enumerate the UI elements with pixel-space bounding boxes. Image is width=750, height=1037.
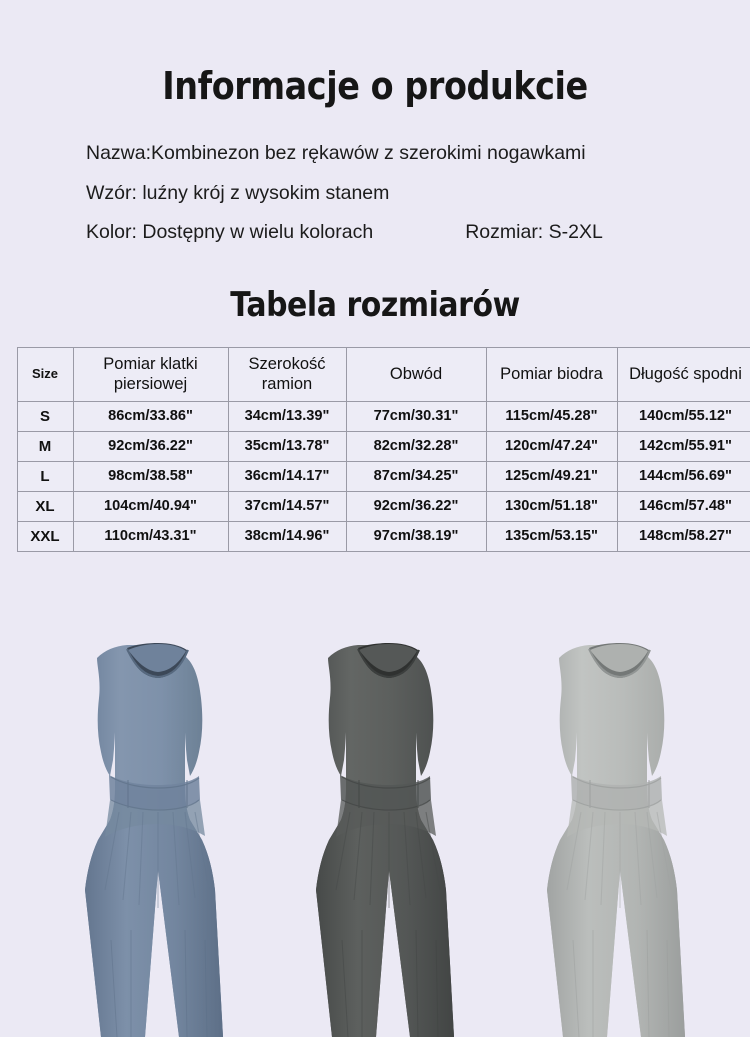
cell-shoulder: 34cm/13.39": [228, 401, 346, 431]
column-header-shoulder: Szerokość ramion: [228, 347, 346, 401]
cell-waist: 92cm/36.22": [346, 491, 486, 521]
cell-waist: 97cm/38.19": [346, 521, 486, 551]
product-image-jumpsuit-charcoal: [258, 640, 488, 1037]
column-header-size: Size: [17, 347, 73, 401]
product-specs: [0, 144, 750, 243]
garment-shape-charcoal: [316, 643, 454, 1037]
cell-hip: 115cm/45.28": [486, 401, 617, 431]
cell-size: XL: [17, 491, 73, 521]
cell-length: 142cm/55.91": [617, 431, 750, 461]
product-gallery: [0, 640, 750, 1037]
spec-name: Nazwa:Kombinezon bez rękawów z szerokimi nogawkami: [86, 142, 586, 164]
cell-hip: 135cm/53.15": [486, 521, 617, 551]
spec-pattern: Wzór: luźny krój z wysokim stanem: [86, 181, 390, 204]
cell-size: S: [17, 401, 73, 431]
cell-waist: 87cm/34.25": [346, 461, 486, 491]
garment-shape-blue: [85, 643, 223, 1037]
cell-length: 144cm/56.69": [617, 461, 750, 491]
cell-size: M: [17, 431, 73, 461]
garment-shape-light-gray: [547, 643, 685, 1037]
cell-length: 148cm/58.27": [617, 521, 750, 551]
product-image-jumpsuit-blue: [27, 640, 257, 1037]
spec-size-range: Rozmiar: S-2XL: [465, 221, 603, 243]
size-table-wrapper: [17, 347, 742, 552]
table-header-row: [17, 347, 750, 401]
spec-color: Kolor: Dostępny w wielu kolorach: [86, 221, 374, 243]
cell-hip: 120cm/47.24": [486, 431, 617, 461]
cell-waist: 77cm/30.31": [346, 401, 486, 431]
cell-size: L: [17, 461, 73, 491]
cell-hip: 125cm/49.21": [486, 461, 617, 491]
cell-waist: 82cm/32.28": [346, 431, 486, 461]
cell-chest: 110cm/43.31": [73, 521, 228, 551]
cell-shoulder: 37cm/14.57": [228, 491, 346, 521]
cell-hip: 130cm/51.18": [486, 491, 617, 521]
table-row: [17, 521, 750, 551]
table-row: [17, 431, 750, 461]
table-row: [17, 491, 750, 521]
page-title: Informacje o produkcie: [162, 64, 588, 108]
column-header-chest: Pomiar klatki piersiowej: [73, 347, 228, 401]
cell-chest: 104cm/40.94": [73, 491, 228, 521]
cell-size: XXL: [17, 521, 73, 551]
size-table: [17, 347, 750, 552]
spec-color-size-row: [86, 223, 690, 243]
cell-shoulder: 38cm/14.96": [228, 521, 346, 551]
cell-chest: 98cm/38.58": [73, 461, 228, 491]
table-row: [17, 401, 750, 431]
table-row: [17, 461, 750, 491]
cell-chest: 86cm/33.86": [73, 401, 228, 431]
size-chart-title: Tabela rozmiarów: [230, 284, 520, 325]
column-header-waist: Obwód: [346, 347, 486, 401]
product-image-jumpsuit-light-gray: [489, 640, 719, 1037]
column-header-hip: Pomiar biodra: [486, 347, 617, 401]
cell-length: 140cm/55.12": [617, 401, 750, 431]
cell-shoulder: 35cm/13.78": [228, 431, 346, 461]
cell-length: 146cm/57.48": [617, 491, 750, 521]
column-header-length: Długość spodni: [617, 347, 750, 401]
cell-shoulder: 36cm/14.17": [228, 461, 346, 491]
cell-chest: 92cm/36.22": [73, 431, 228, 461]
